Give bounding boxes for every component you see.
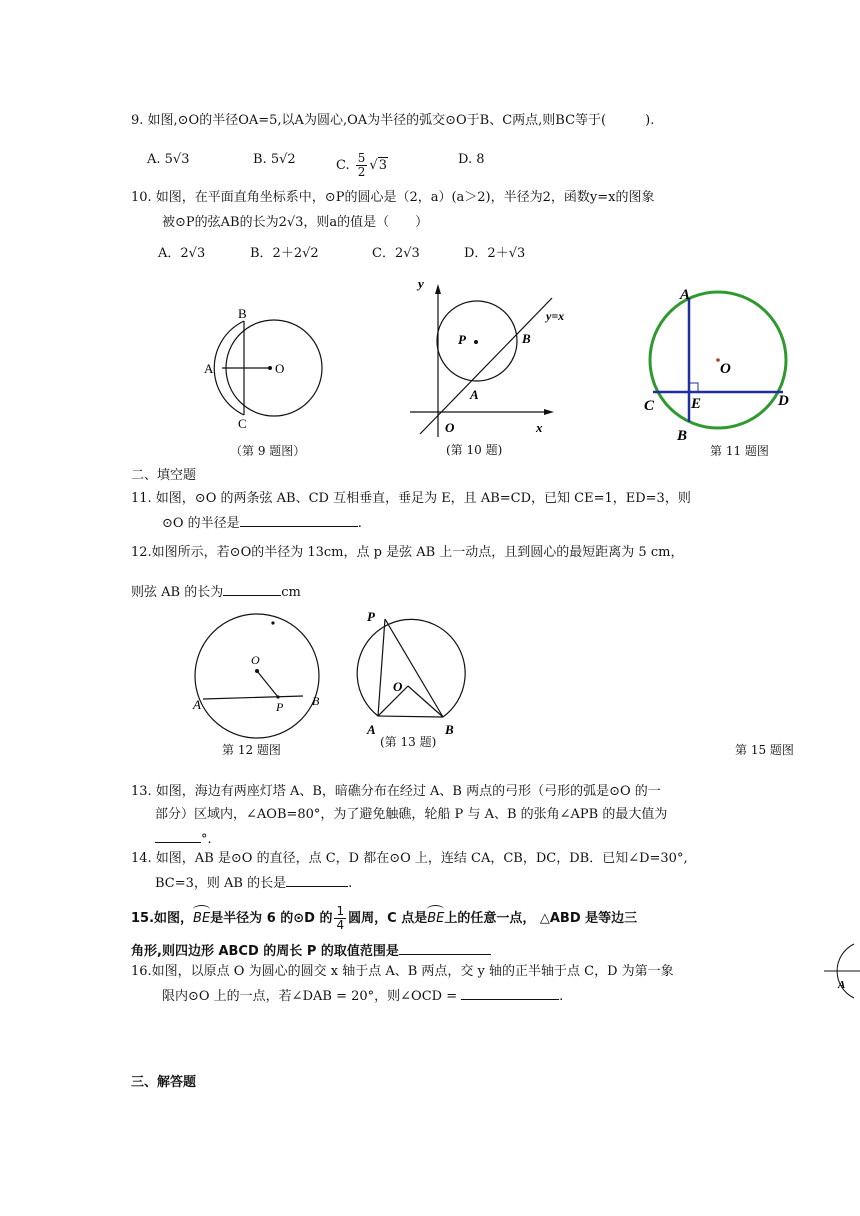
q14-line2-text: BC=3，则 AB 的长是 (155, 876, 287, 891)
fig11-label-b: B (677, 428, 688, 444)
q15-arc-be-2: BE (427, 911, 445, 926)
fig11-caption: 第 11 题图 (710, 444, 769, 458)
q11-answer-blank[interactable] (240, 513, 358, 527)
q16-line2 (162, 986, 563, 1006)
q10-option-b: B．2＋2√2 (250, 246, 319, 261)
fig16-label-a: A (838, 979, 846, 991)
q15-part3: 圆周，C 点是 (348, 911, 428, 926)
q10-option-d: D．2＋√3 (464, 246, 526, 261)
section-2-heading: 二、填空题 (131, 468, 197, 483)
q13-answer-blank[interactable] (155, 829, 201, 843)
fig11-label-e: E (691, 396, 702, 412)
fig10-label-p: P (458, 332, 466, 347)
q13-line1: 13. 如图，海边有两座灯塔 A、B，暗礁分布在经过 A、B 两点的弓形（弓形的弧是⊙O 的一 (131, 784, 661, 799)
fig12-label-p: P (276, 700, 284, 714)
fig15-caption: 第 15 题图 (735, 743, 794, 757)
q15-line2-text: 角形,则四边形 ABCD 的周长 P 的取值范围是 (131, 944, 399, 959)
q9-text: 9. 如图,⊙O的半径OA=5,以A为圆心,OA为半径的弧交⊙O于B、C两点,则BC等于( ). (131, 113, 655, 128)
fig12-label-b: B (312, 694, 320, 708)
q12-line2 (131, 582, 301, 602)
q12-line2-text: 则弦 AB 的长为 (131, 585, 224, 600)
q9-option-c-root: √3 (369, 158, 387, 173)
q10-line1: 10. 如图，在平面直角坐标系中，⊙P的圆心是（2，a）(a＞2)，半径为2，函数y=x的图象 (131, 190, 655, 205)
q15-line2 (131, 941, 491, 961)
q15-arc-be: BE (193, 911, 211, 926)
q9-option-c-label: C. (336, 158, 350, 173)
q13-line3-end: °. (201, 832, 212, 847)
q14-line1: 14. 如图，AB 是⊙O 的直径，点 C，D 都在⊙O 上，连结 CA，CB，DC，DB．已知∠D=30°, (131, 851, 688, 866)
q10-option-c: C．2√3 (372, 246, 420, 261)
q10-option-a: A．2√3 (158, 246, 206, 261)
q9-option-c (336, 152, 388, 179)
fig13-label-o: O (393, 679, 403, 694)
q12-answer-blank[interactable] (223, 582, 281, 596)
fig13-label-p: P (367, 609, 375, 624)
q11-line2 (162, 513, 362, 533)
fig9-label-a: A (204, 361, 214, 376)
q9-option-b: B. 5√2 (253, 152, 296, 167)
fig11-label-d: D (778, 393, 789, 409)
fig12-label-a: A (193, 697, 201, 712)
q15-part1: 15.如图， (131, 911, 194, 926)
section-3-heading: 三、解答题 (131, 1075, 197, 1090)
fig11-label-o: O (720, 361, 731, 377)
fig13-caption: (第 13 题) (380, 735, 437, 749)
fig10-caption: (第 10 题) (446, 443, 503, 457)
q16-line2-end: . (559, 989, 564, 1004)
fig13-label-b: B (445, 722, 454, 737)
fig10-label-yx: y=x (546, 309, 565, 323)
figure-11 (640, 280, 805, 445)
q15-fraction (334, 905, 346, 932)
fig10-label-b: B (522, 331, 531, 346)
q15-line1 (131, 905, 637, 932)
figure-13 (355, 603, 475, 743)
q14-answer-blank[interactable] (286, 873, 348, 887)
q14-line2 (155, 873, 352, 893)
q9-option-d: D. 8 (458, 152, 485, 167)
fig9-label-o: O (275, 361, 285, 376)
q13-line2: 部分）区域内，∠AOB=80°，为了避免触礁，轮船 P 与 A、B 的张角∠APB 的最大值为 (155, 807, 668, 822)
fig10-label-o: O (445, 420, 455, 435)
q12-line1: 12.如图所示，若⊙O的半径为 13cm，点 p 是弦 AB 上一动点，且到圆心的最短距离为 5 cm， (131, 545, 684, 560)
q15-part4: 上的任意一点， △ABD 是等边三 (444, 911, 638, 926)
figure-9 (195, 300, 335, 440)
figure-12 (190, 612, 330, 740)
q16-answer-blank[interactable] (461, 986, 559, 1000)
q12-line2-end: cm (281, 585, 301, 600)
fig10-label-y: y (418, 276, 424, 291)
q14-line2-end: . (348, 876, 353, 891)
fig11-label-c: C (644, 398, 655, 414)
q9-option-a: A. 5√3 (147, 152, 190, 167)
fig12-label-o: O (251, 653, 260, 667)
fig12-caption: 第 12 题图 (222, 743, 281, 757)
q16-line1: 16.如图，以原点 O 为圆心的圆交 x 轴于点 A、B 两点，交 y 轴的正半轴于点 C，D 为第一象 (131, 964, 674, 979)
q16-line2-text: 限内⊙O 上的一点，若∠DAB = 20°，则∠OCD = (162, 989, 458, 1004)
fig9-caption: （第 9 题图） (230, 444, 306, 458)
q9-option-c-fraction: $\frac{5}{2}$ (357, 151, 366, 179)
q15-fraction-den: 4 (336, 918, 345, 932)
q11-line1: 11. 如图，⊙O 的两条弦 AB、CD 互相垂直，垂足为 E，且 AB=CD，已知 CE=1，ED=3，则 (131, 491, 691, 506)
q15-part2: 是半径为 6 的⊙D 的 (210, 911, 333, 926)
fig10-label-a: A (470, 387, 479, 402)
figure-10 (400, 272, 585, 447)
fig13-label-a: A (367, 722, 376, 737)
q15-answer-blank[interactable] (399, 941, 491, 955)
fig11-label-a: A (680, 287, 691, 303)
fig9-label-b: B (238, 306, 247, 321)
q15-fraction-num: 1 (336, 904, 345, 918)
q11-line2-text: ⊙O 的半径是 (162, 516, 240, 531)
fig9-label-c: C (238, 416, 247, 431)
q13-line3 (155, 829, 212, 849)
figure-16-fragment (820, 940, 860, 1000)
q11-line2-end: . (357, 516, 362, 531)
q10-line2: 被⊙P的弦AB的长为2√3，则a的值是（ ） (162, 215, 429, 230)
fig10-label-x: x (536, 420, 543, 435)
